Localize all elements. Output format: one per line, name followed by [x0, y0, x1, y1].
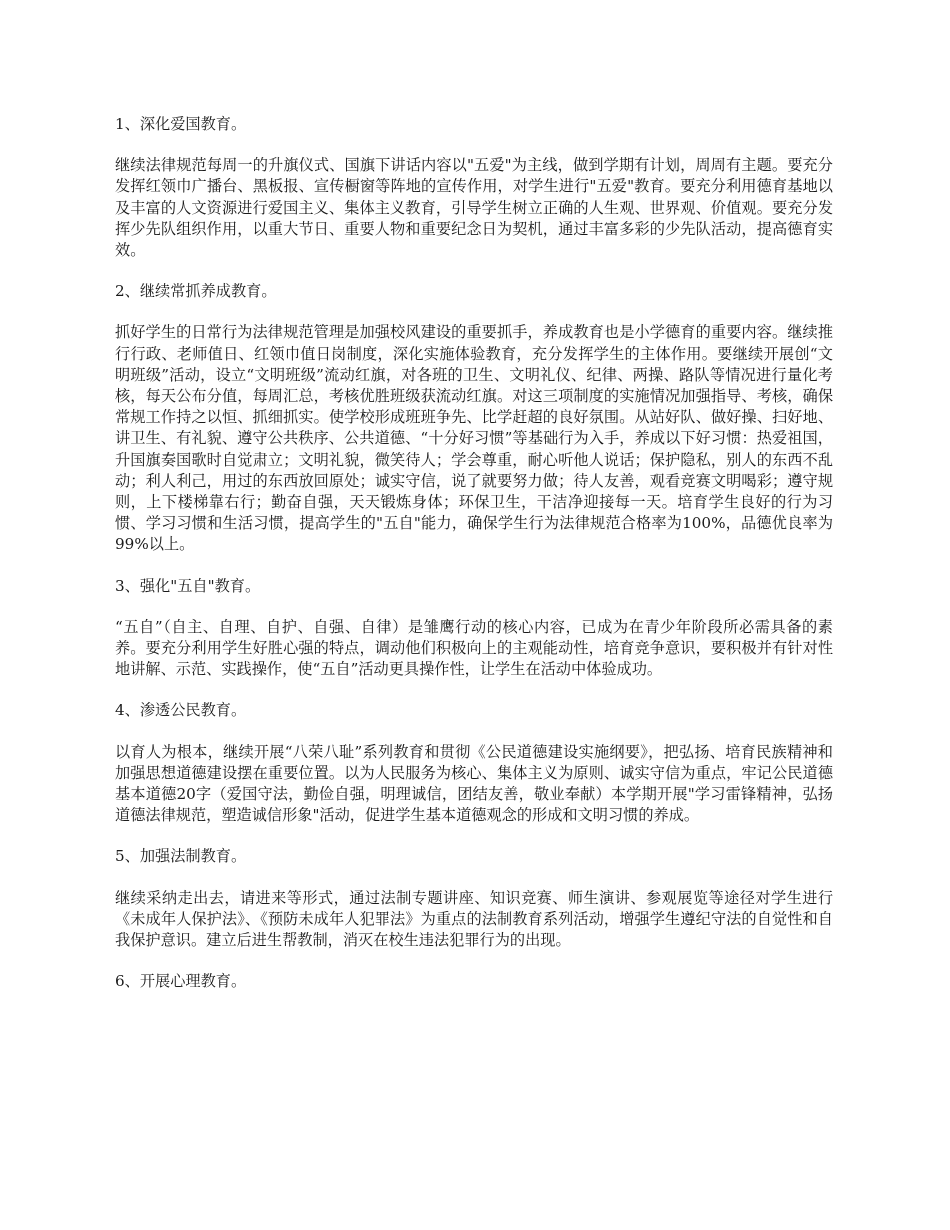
- section-5-heading: 5、加强法制教育。: [115, 847, 247, 866]
- section-2-heading: 2、继续常抓养成教育。: [115, 282, 277, 301]
- document-page: [115, 114, 833, 993]
- section-5-body: 继续采纳走出去，请进来等形式，通过法制专题讲座、知识竞赛、师生演讲、参观展览等途径对学生进行《未成年人保护法》、《预防未成年人犯罪法》为重点的法制教育系列活动，增强学生遵纪守法的自觉性和自我保护意识。建立后进生帮教制，消灭在校生违法犯罪行为的出现。: [115, 888, 833, 950]
- section-1-body: 继续法律规范每周一的升旗仪式、国旗下讲话内容以"五爱"为主线，做到学期有计划，周周有主题。要充分发挥红领巾广播台、黑板报、宣传橱窗等阵地的宣传作用，对学生进行"五爱"教育。要充分利用德育基地以及丰富的人文资源进行爱国主义、集体主义教育，引导学生树立正确的人生观、世界观、价值观。要充分发挥少先队组织作用，以重大节日、重要人物和重要纪念日为契机，通过丰富多彩的少先队活动，提高德育实效。: [115, 156, 833, 260]
- section-3-body: “五自”（自主、自理、自护、自强、自律）是雏鹰行动的核心内容，已成为在青少年阶段所必需具备的素养。要充分利用学生好胜心强的特点，调动他们积极向上的主观能动性，培育竞争意识，要积极并有针对性地讲解、示范、实践操作，使“五自”活动更具操作性，让学生在活动中体验成功。: [115, 617, 833, 679]
- section-2-body: 抓好学生的日常行为法律规范管理是加强校风建设的重要抓手，养成教育也是小学德育的重要内容。继续推行行政、老师值日、红领巾值日岗制度，深化实施体验教育，充分发挥学生的主体作用。要继续开展创“文明班级”活动，设立“文明班级”流动红旗，对各班的卫生、文明礼仪、纪律、两操、路队等情况进行量化考核，每天公布分值，每周汇总，考核优胜班级获流动红旗。对这三项制度的实施情况加强指导、考核，确保常规工作持之以恒、抓细抓实。使学校形成班班争先、比学赶超的良好氛围。从站好队、做好操、扫好地、讲卫生、有礼貌、遵守公共秩序、公共道德、“十分好习惯”等基础行为入手，养成以下好习惯：热爱祖国，升国旗奏国歌时自觉肃立；文明礼貌，微笑待人；学会尊重，耐心听他人说话；保护隐私，别人的东西不乱动；利人利己，用过的东西放回原处；诚实守信，说了就要努力做；待人友善，观看竞赛文明喝彩；遵守规则，上下楼梯靠右行；勤奋自强，天天锻炼身体；环保卫生，干洁净迎接每一天。培育学生良好的行为习惯、学习习惯和生活习惯，提高学生的"五自"能力，确保学生行为法律规范合格率为100%，品德优良率为99%以上。: [115, 323, 834, 554]
- section-4-heading: 4、渗透公民教育。: [115, 701, 247, 720]
- section-4-body: 以育人为根本，继续开展“八荣八耻”系列教育和贯彻《公民道德建设实施纲要》，把弘扬、培育民族精神和加强思想道德建设摆在重要位置。以为人民服务为核心、集体主义为原则、诚实守信为重点，牢记公民道德基本道德20字（爱国守法，勤俭自强，明理诚信，团结友善，敬业奉献）本学期开展"学习雷锋精神，弘扬道德法律规范，塑造诚信形象"活动，促进学生基本道德观念的形成和文明习惯的养成。: [115, 742, 833, 825]
- section-3-heading: 3、强化"五自"教育。: [115, 576, 261, 595]
- section-6-heading: 6、开展心理教育。: [115, 972, 247, 991]
- section-1-heading: 1、深化爱国教育。: [115, 115, 247, 133]
